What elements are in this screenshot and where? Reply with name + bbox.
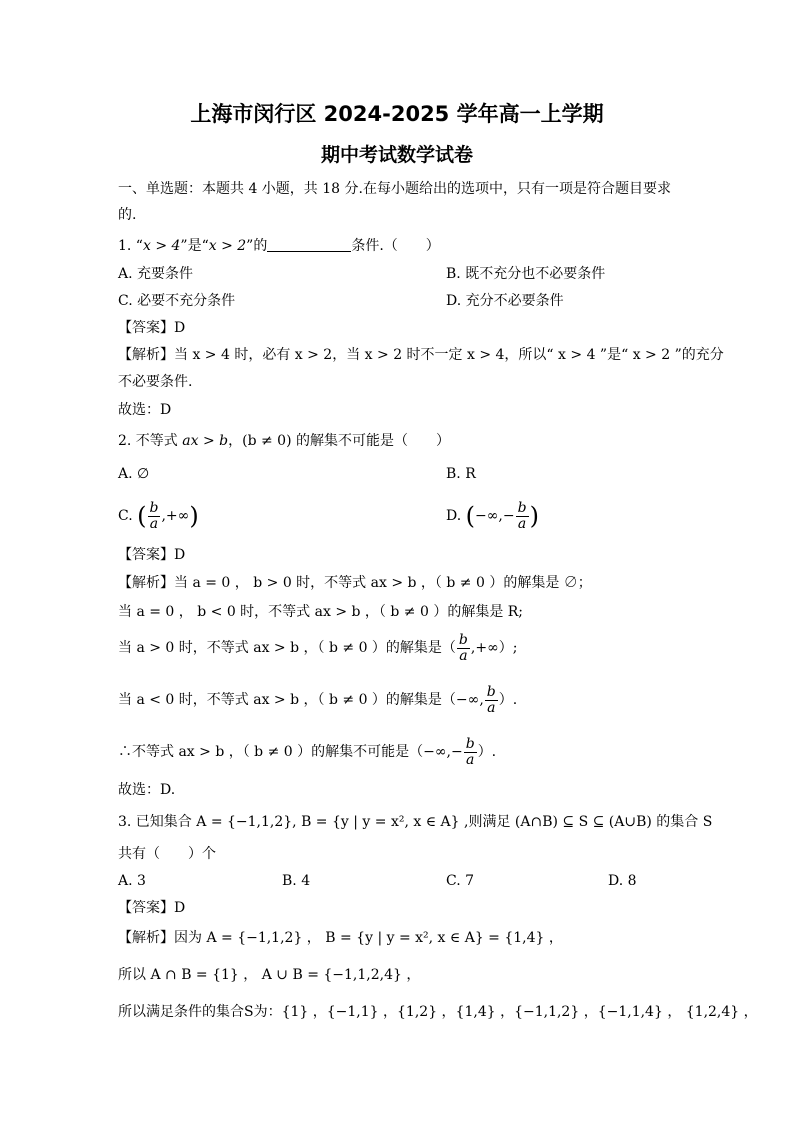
q3-explanation-line3: 所以满足条件的集合S为：{1} ，{−1,1} ，{1,2} ，{1,4} ，{−1,1,2} ，{−1,1,4} ， {1,2,4} ， (118, 1004, 758, 1020)
q1-answer: 【答案】D (118, 320, 186, 336)
q2-explanation-line2: 当 a = 0 ， b < 0 时，不等式 ax > b ，（ b ≠ 0 ）的解集是 R; (118, 604, 524, 620)
q2-stem: 2. 不等式 ax > b，(b ≠ 0) 的解集不可能是（ ） (118, 433, 450, 449)
q3-explanation-line1: 【解析】因为 A = {−1,1,2} ， B = {y | y = x², x ∈ A} = {1,4} ， (118, 930, 563, 946)
q3-option-d: D. 8 (608, 873, 637, 889)
q1-choose: 故选：D (118, 402, 172, 418)
page-subtitle: 期中考试数学试卷 (320, 144, 473, 166)
q2-explanation-line3: 当 a > 0 时，不等式 ax > b ，（ b ≠ 0 ）的解集是（ $\frac{b}{a}$ ,+∞）; (118, 631, 518, 664)
q2-option-c: C. ( $\frac{b}{a}$ ,+∞) (118, 499, 199, 532)
q1-stem: 1. “x > 4”是“x > 2”的 条件.（ ） (118, 238, 440, 254)
q1-explanation-line1: 【解析】当 x > 4 时，必有 x > 2，当 x > 2 时不一定 x > 4，所以“ x > 4 ”是“ x > 2 ”的充分 (118, 347, 724, 363)
q2-option-b: B. R (446, 466, 476, 482)
fraction-b-over-a: $\frac{b}{a}$ (465, 735, 475, 768)
section-heading-line1: 一、单选题：本题共 4 小题，共 18 分.在每小题给出的选项中，只有一项是符合题目要求 (118, 181, 671, 197)
q2-option-a: A. ∅ (118, 466, 150, 482)
fraction-b-over-a: $\frac{b}{a}$ (486, 683, 496, 716)
q3-stem-line2: 共有（ ）个 (118, 846, 216, 862)
fraction-b-over-a: $\frac{b}{a}$ (458, 631, 468, 664)
q2-explanation-line1: 【解析】当 a = 0 ， b > 0 时，不等式 ax > b ，（ b ≠ 0 ）的解集是 ∅； (118, 575, 592, 591)
q3-option-c: C. 7 (446, 873, 475, 889)
section-heading-line2: 的. (118, 207, 137, 223)
q2-choose: 故选：D. (118, 782, 176, 798)
q2-explanation-line4: 当 a < 0 时，不等式 ax > b ，（ b ≠ 0 ）的解集是（−∞, $\frac{b}{a}$ ）. (118, 683, 518, 716)
fraction-b-over-a: $\frac{b}{a}$ (149, 499, 159, 532)
q2-answer: 【答案】D (118, 547, 186, 563)
q3-option-a: A. 3 (118, 873, 146, 889)
q3-stem-line1: 3. 已知集合 A = {−1,1,2}, B = {y | y = x², x ∈ A} ,则满足 (A∩B) ⊆ S ⊆ (A∪B) 的集合 S (118, 814, 713, 830)
q1-option-a: A. 充要条件 (118, 266, 194, 282)
fraction-b-over-a: $\frac{b}{a}$ (517, 499, 527, 532)
q1-option-d: D. 充分不必要条件 (446, 293, 564, 309)
q3-option-b: B. 4 (282, 873, 311, 889)
q2-option-d: D. (−∞,− $\frac{b}{a}$ ) (446, 499, 539, 532)
q3-answer: 【答案】D (118, 900, 186, 916)
q1-option-c: C. 必要不充分条件 (118, 293, 236, 309)
q3-explanation-line2: 所以 A ∩ B = {1} ， A ∪ B = {−1,1,2,4} ， (118, 967, 421, 983)
q1-option-b: B. 既不充分也不必要条件 (446, 266, 606, 282)
page-title: 上海市闵行区 2024-2025 学年高一上学期 (190, 102, 604, 126)
q1-explanation-line2: 不必要条件. (118, 374, 193, 390)
q2-explanation-line5: ∴不等式 ax > b ，（ b ≠ 0 ）的解集不可能是（−∞,− $\frac{b}{a}$ ）. (118, 735, 497, 768)
answer-blank (267, 237, 351, 252)
